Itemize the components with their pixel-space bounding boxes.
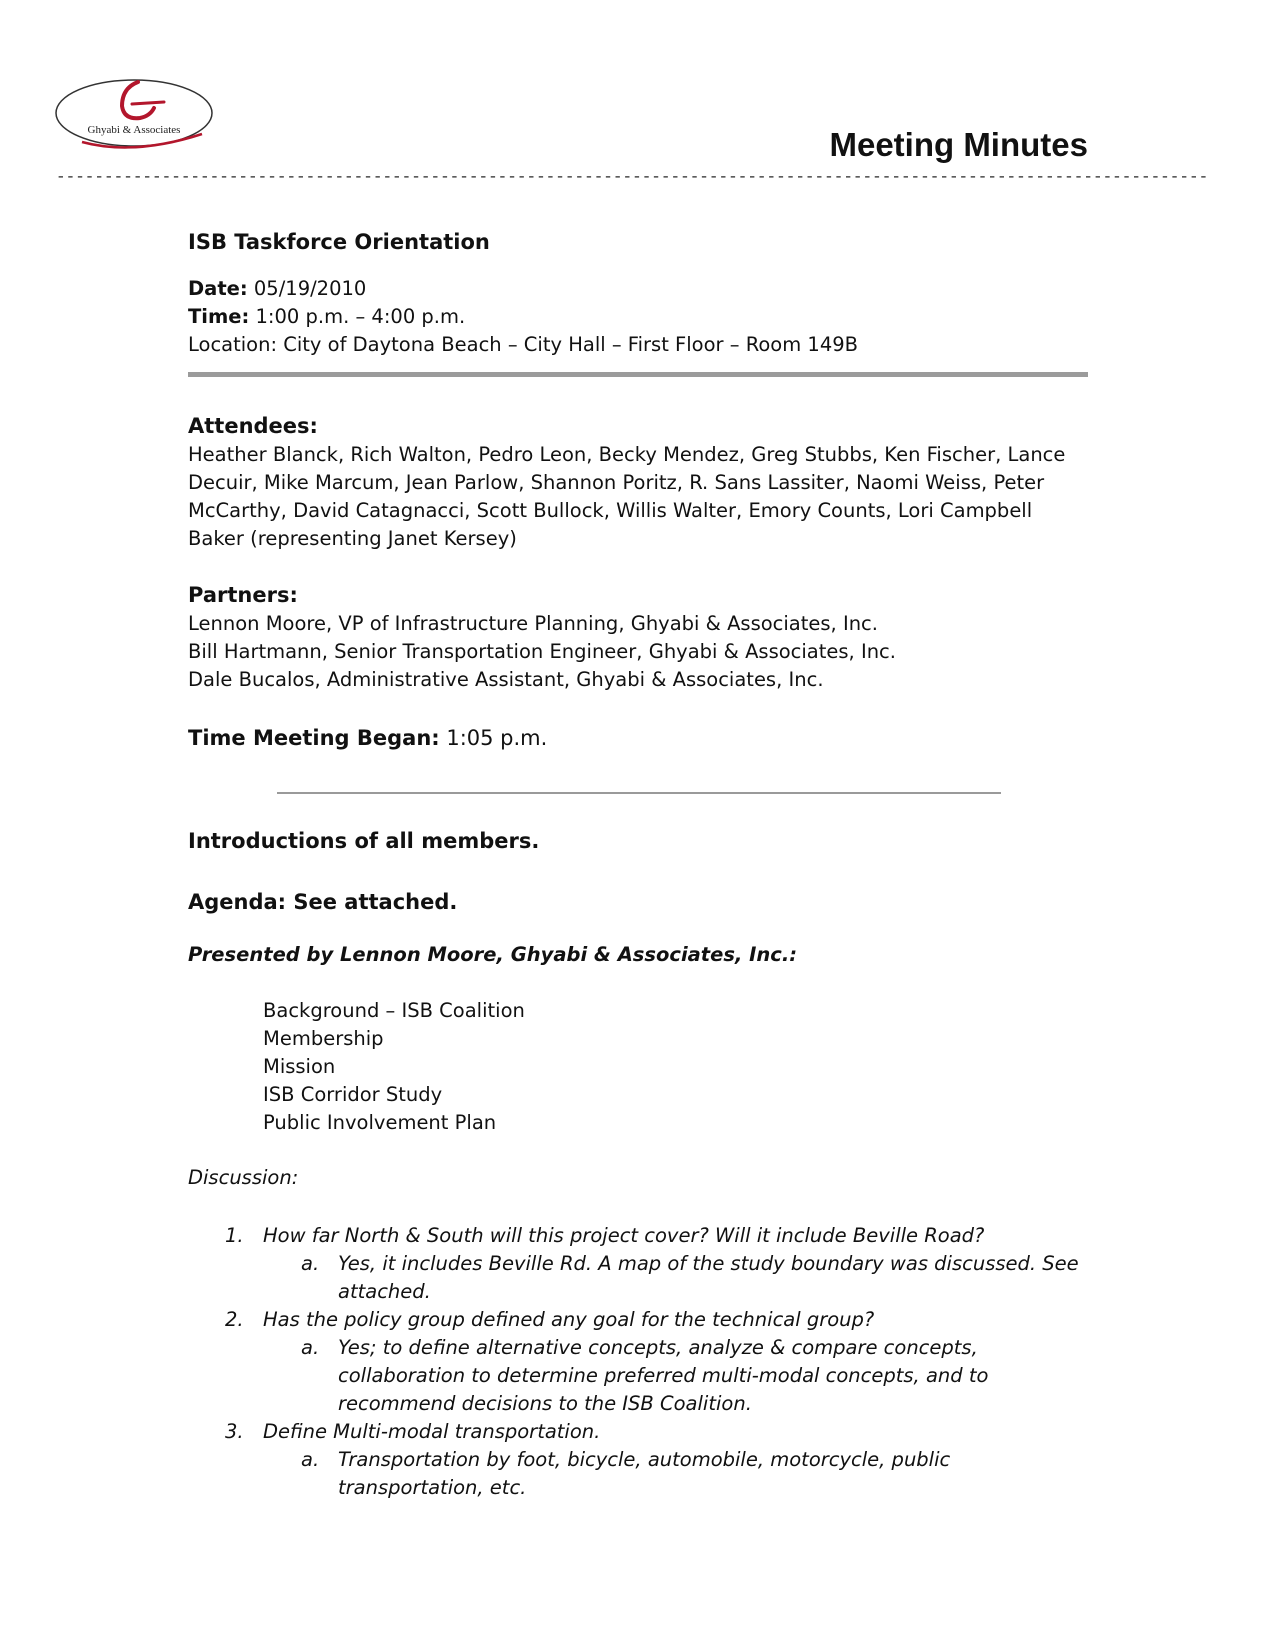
- topic-item: Mission: [263, 1055, 336, 1078]
- question-text: Define Multi-modal transportation.: [263, 1420, 601, 1443]
- meeting-meta: [188, 275, 1088, 359]
- topic-item: Public Involvement Plan: [263, 1111, 497, 1134]
- discussion-answer: [188, 1334, 1088, 1418]
- partners-list: [188, 610, 1088, 694]
- time-meeting-began: [188, 724, 1088, 752]
- question-number: 3.: [225, 1420, 244, 1443]
- discussion-question: [188, 1222, 1088, 1250]
- document-title: Meeting Minutes: [829, 126, 1088, 163]
- answer-text: Yes, it includes Beville Rd. A map of the study boundary was discussed. See attached.: [338, 1252, 1079, 1303]
- question-text: How far North & South will this project cover? Will it include Beville Road?: [263, 1224, 985, 1247]
- discussion-question: [188, 1418, 1088, 1446]
- answer-text: Yes; to define alternative concepts, analyze & compare concepts, collaboration to determine preferred multi-modal concepts, and to recommend decisions to the ISB Coalition.: [338, 1336, 989, 1415]
- answer-letter: a.: [301, 1448, 320, 1471]
- discussion-question: [188, 1306, 1088, 1334]
- partners-heading: Partners:: [188, 583, 298, 607]
- answer-text: Transportation by foot, bicycle, automobile, motorcycle, public transportation, etc.: [338, 1448, 951, 1499]
- attendees-list: Heather Blanck, Rich Walton, Pedro Leon, Becky Mendez, Greg Stubbs, Ken Fischer, Lance Decuir, Mike Marcum, Jean Parlow, Shannon Poritz, R. Sans Lassiter, Naomi Weiss, Peter McCarthy, David Catagnacci, Scott Bullock, Willis Walter, Emory Counts, Lori Campbell Baker (representing Janet Kersey): [188, 443, 1066, 550]
- meeting-title: ISB Taskforce Orientation: [188, 230, 490, 254]
- date-value: 05/19/2010: [247, 277, 367, 300]
- question-number: 2.: [225, 1308, 244, 1331]
- time-value: 1:00 p.m. – 4:00 p.m.: [249, 305, 466, 328]
- time-line: [188, 303, 1088, 331]
- thin-divider: [277, 792, 1001, 794]
- logo-text: Ghyabi & Associates: [87, 124, 181, 136]
- presented-by: Presented by Lennon Moore, Ghyabi & Associates, Inc.:: [188, 943, 798, 966]
- answer-letter: a.: [301, 1336, 320, 1359]
- topic-item: Background – ISB Coalition: [263, 999, 525, 1022]
- location-line: Location: City of Daytona Beach – City Hall – First Floor – Room 149B: [188, 333, 859, 356]
- time-label: Time:: [188, 305, 250, 328]
- topics-list: [263, 997, 525, 1137]
- introductions-heading: Introductions of all members.: [188, 829, 540, 853]
- discussion-label: Discussion:: [188, 1166, 299, 1189]
- partner-item: Lennon Moore, VP of Infrastructure Planning, Ghyabi & Associates, Inc.: [188, 612, 878, 635]
- discussion-answer: [188, 1446, 1088, 1502]
- began-label: Time Meeting Began:: [188, 726, 440, 750]
- topic-item: Membership: [263, 1027, 384, 1050]
- discussion-answer: [188, 1250, 1088, 1306]
- attendees-heading: Attendees:: [188, 414, 318, 438]
- partner-item: Bill Hartmann, Senior Transportation Engineer, Ghyabi & Associates, Inc.: [188, 640, 896, 663]
- discussion-list: [188, 1222, 1088, 1502]
- date-label: Date:: [188, 277, 248, 300]
- question-number: 1.: [225, 1224, 244, 1247]
- dashed-divider: ------------------------------------------------------------------------------------------------------------------------: [56, 168, 1209, 186]
- partner-item: Dale Bucalos, Administrative Assistant, Ghyabi & Associates, Inc.: [188, 668, 824, 691]
- agenda-heading: Agenda: See attached.: [188, 890, 458, 914]
- question-text: Has the policy group defined any goal for the technical group?: [263, 1308, 875, 1331]
- company-logo: [52, 76, 222, 156]
- began-value: 1:05 p.m.: [439, 726, 548, 750]
- answer-letter: a.: [301, 1252, 320, 1275]
- date-line: [188, 275, 1088, 303]
- topic-item: ISB Corridor Study: [263, 1083, 443, 1106]
- section-divider: [188, 372, 1088, 377]
